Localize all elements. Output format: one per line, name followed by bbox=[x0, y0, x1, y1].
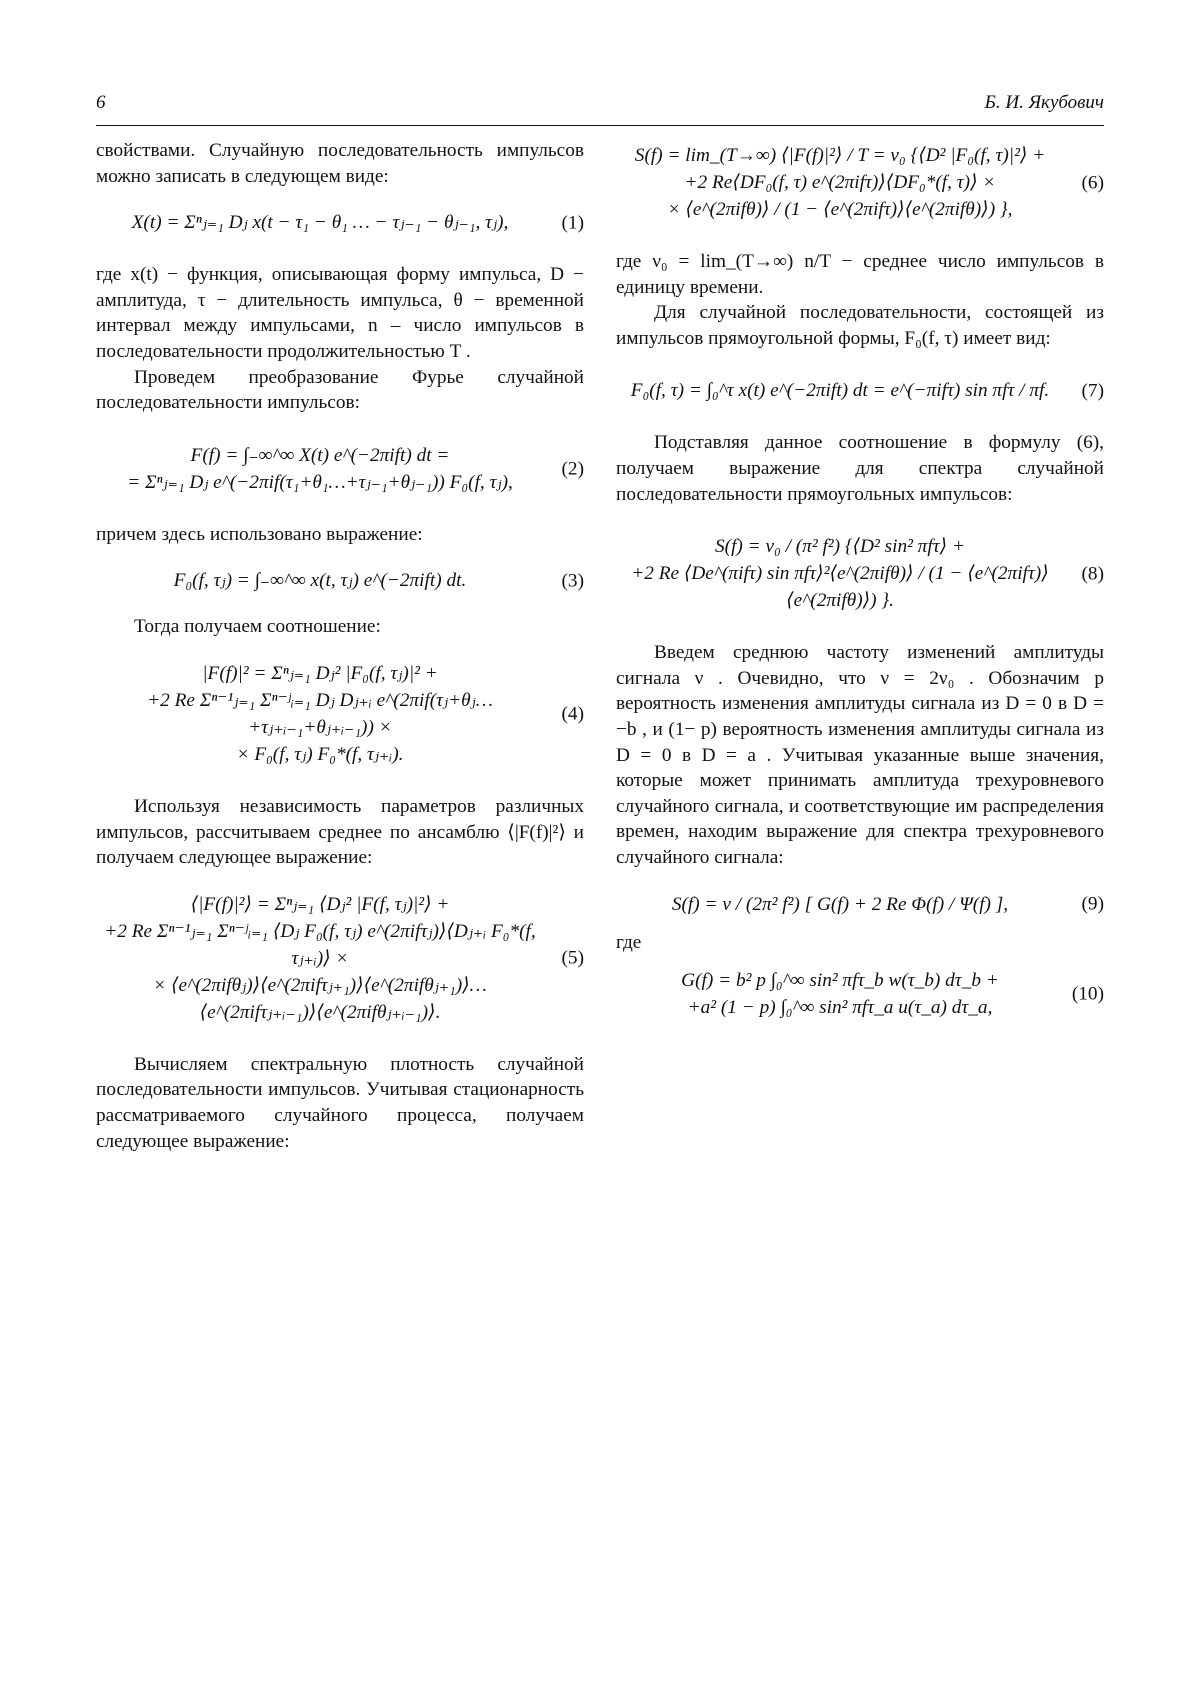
equation-line: S(f) = lim_(T→∞) ⟨|F(f)|²⟩ / T = ν₀ {⟨D² |F₀(f, τ)|²⟩ + bbox=[634, 145, 1046, 166]
equation-9 bbox=[616, 887, 1104, 922]
paragraph: где bbox=[616, 931, 642, 953]
equation-line: ⟨|F(f)|²⟩ = Σⁿⱼ₌₁ ⟨Dⱼ² |F(f, τⱼ)|²⟩ + bbox=[190, 893, 450, 915]
paragraph: Для случайной последовательности, состоящей из импульсов прямоугольной формы, F₀(f, τ) имеет вид: bbox=[616, 302, 1104, 349]
paragraph: где x(t) − функция, описывающая форму импульса, D − амплитуда, τ − длительность импульса, θ − временной интервал между импульсами, n – число импульсов в последовательности продолжительностью T . bbox=[96, 264, 584, 362]
equation-7 bbox=[616, 373, 1104, 408]
equation-number: (1) bbox=[561, 212, 584, 234]
equation-line: × F₀(f, τⱼ) F₀*(f, τⱼ₊ᵢ). bbox=[236, 743, 404, 765]
equation-number: (6) bbox=[1081, 172, 1104, 193]
equation-line: F₀(f, τ) = ∫₀^τ x(t) e^(−2πift) dt = e^(−πifτ) sin πfτ / πf. bbox=[630, 380, 1050, 402]
equation-line: × ⟨e^(2πifθ)⟩ / (1 − ⟨e^(2πifτ)⟩⟨e^(2πifθ)⟩) }, bbox=[667, 199, 1013, 220]
equation-line: +2 Re Σⁿ⁻¹ⱼ₌₁ Σⁿ⁻ʲᵢ₌₁ Dⱼ Dⱼ₊ᵢ e^(2πif(τⱼ+θⱼ…+τⱼ₊ᵢ₋₁+θⱼ₊ᵢ₋₁)) × bbox=[147, 689, 493, 738]
equation-line: +a² (1 − p) ∫₀^∞ sin² πfτ_a u(τ_a) dτ_a, bbox=[687, 997, 993, 1019]
equation-10 bbox=[616, 963, 1104, 1025]
equation-number: (10) bbox=[1071, 983, 1104, 1005]
page-number: 6 bbox=[96, 92, 106, 113]
equation-line: F₀(f, τⱼ) = ∫₋∞^∞ x(t, τⱼ) e^(−2πift) dt. bbox=[173, 570, 467, 592]
paragraph: свойствами. Случайную последовательность импульсов можно записать в следующем виде: bbox=[96, 140, 584, 187]
equation-2 bbox=[96, 438, 584, 500]
left-column bbox=[96, 138, 584, 1154]
equation-line: +2 Re ⟨De^(πifτ) sin πfτ⟩²⟨e^(2πifθ)⟩ / (1 − ⟨e^(2πifτ)⟩⟨e^(2πifθ)⟩) }. bbox=[631, 563, 1049, 612]
equation-line: × ⟨e^(2πifθⱼ)⟩⟨e^(2πifτⱼ₊₁)⟩⟨e^(2πifθⱼ₊₁)⟩…⟨e^(2πifτⱼ₊ᵢ₋₁)⟩⟨e^(2πifθⱼ₊ᵢ₋₁)⟩. bbox=[153, 974, 487, 1023]
paragraph: Введем среднюю частоту изменений амплитуды сигнала ν . Очевидно, что ν = 2ν₀ . Обозначим p вероятность изменения амплитуды сигнала из D = 0 в D = −b , и (1− p) вероятность изменения амплитуды сигнала из D = 0 в D = a . Учитывая указанные выше значения, которые может принимать амплитуда трехуровневого случайного сигнала, и соответствующие им распределения времен, находим выражение для спектра трехуровневого случайного сигнала: bbox=[616, 642, 1104, 868]
paragraph: Подставляя данное соотношение в формулу (6), получаем выражение для спектра случайной последовательности прямоугольных импульсов: bbox=[616, 432, 1104, 505]
equation-6 bbox=[616, 138, 1104, 227]
equation-number: (8) bbox=[1081, 563, 1104, 585]
equation-line: |F(f)|² = Σⁿⱼ₌₁ Dⱼ² |F₀(f, τⱼ)|² + bbox=[202, 662, 438, 684]
equation-number: (5) bbox=[561, 947, 584, 969]
paragraph: Используя независимость параметров различных импульсов, рассчитываем среднее по ансамблю ⟨|F(f)|²⟩ и получаем следующее выражение: bbox=[96, 795, 584, 869]
equation-4 bbox=[96, 656, 584, 772]
paragraph: где ν₀ = lim_(T→∞) n/T − среднее число импульсов в единицу времени. bbox=[616, 251, 1104, 298]
equation-1 bbox=[96, 205, 584, 240]
equation-line: X(t) = Σⁿⱼ₌₁ Dⱼ x(t − τ₁ − θ₁ … − τⱼ₋₁ − θⱼ₋₁, τⱼ), bbox=[131, 212, 509, 234]
paragraph: Проведем преобразование Фурье случайной последовательности импульсов: bbox=[96, 366, 584, 414]
header-rule bbox=[96, 125, 1104, 126]
equation-8 bbox=[616, 529, 1104, 618]
running-head: Б. И. Якубович bbox=[984, 92, 1104, 113]
equation-3 bbox=[96, 563, 584, 598]
paragraph: Вычисляем спектральную плотность случайной последовательности импульсов. Учитывая стационарность рассматриваемого случайного процесса, получаем следующее выражение: bbox=[96, 1053, 584, 1152]
equation-line: F(f) = ∫₋∞^∞ X(t) e^(−2πift) dt = bbox=[190, 444, 450, 466]
equation-line: +2 Re⟨DF₀(f, τ) e^(2πifτ)⟩⟨DF₀*(f, τ)⟩ × bbox=[684, 172, 996, 193]
equation-number: (9) bbox=[1081, 893, 1104, 915]
equation-line: S(f) = ν₀ / (π² f²) {⟨D² sin² πfτ⟩ + bbox=[715, 536, 965, 558]
equation-line: G(f) = b² p ∫₀^∞ sin² πfτ_b w(τ_b) dτ_b + bbox=[681, 970, 999, 992]
equation-5 bbox=[96, 887, 584, 1030]
equation-line: = Σⁿⱼ₌₁ Dⱼ e^(−2πif(τ₁+θ₁…+τⱼ₋₁+θⱼ₋₁)) F₀(f, τⱼ), bbox=[127, 471, 513, 493]
paragraph: причем здесь использовано выражение: bbox=[96, 523, 423, 545]
equation-number: (4) bbox=[561, 703, 584, 725]
equation-line: S(f) = ν / (2π² f²) [ G(f) + 2 Re Φ(f) / Ψ(f) ], bbox=[671, 893, 1009, 915]
equation-line: +2 Re Σⁿ⁻¹ⱼ₌₁ Σⁿ⁻ʲᵢ₌₁ ⟨Dⱼ F₀(f, τⱼ) e^(2πifτⱼ)⟩⟨Dⱼ₊ᵢ F₀*(f, τⱼ₊ᵢ)⟩ × bbox=[104, 920, 536, 969]
equation-number: (7) bbox=[1081, 380, 1104, 402]
equation-number: (2) bbox=[561, 458, 584, 480]
paragraph: Тогда получаем соотношение: bbox=[134, 616, 381, 638]
equation-number: (3) bbox=[561, 570, 584, 592]
right-column bbox=[616, 138, 1104, 1025]
